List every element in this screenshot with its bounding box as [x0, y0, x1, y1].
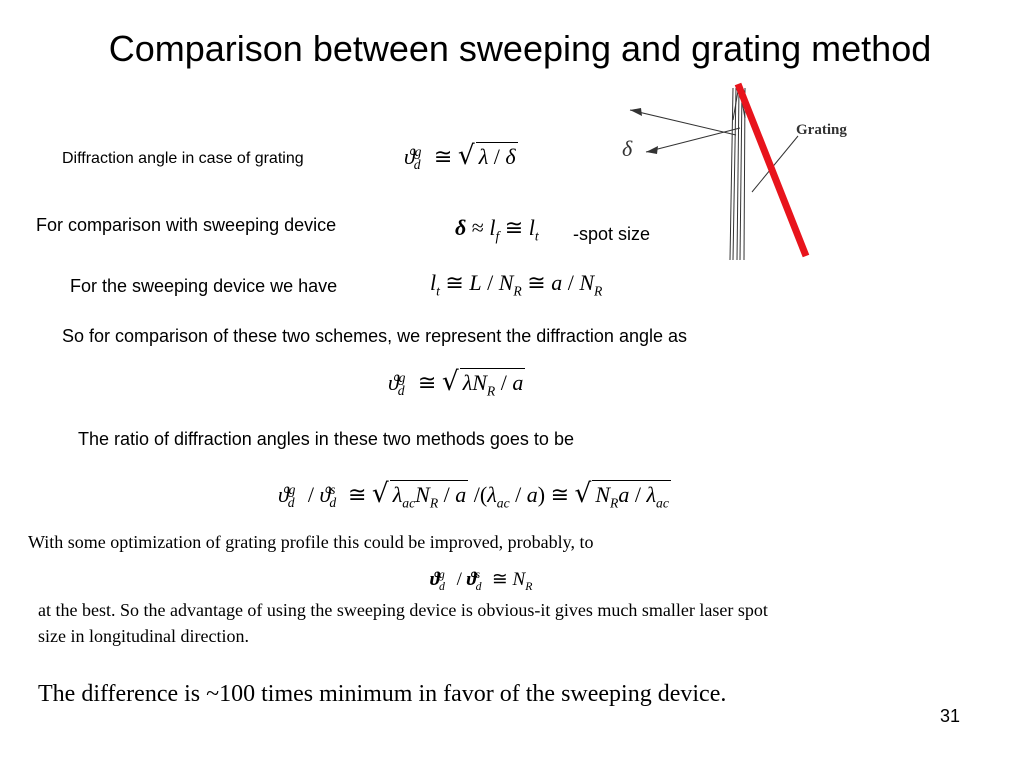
represented-angle-formula: $ϑ_d^g$ ≅ √ $\lambda N_R$ / a — [388, 366, 524, 399]
slide-title: Comparison between sweeping and grating method — [108, 28, 932, 69]
represent-text: So for comparison of these two schemes, we represent the diffraction angle as — [62, 326, 687, 346]
conclusion-text: The difference is ~100 times minimum in favor of the sweeping device. — [38, 681, 727, 707]
spot-size-label: -spot size — [573, 224, 651, 244]
diffraction-label: Diffraction angle in case of grating — [62, 150, 304, 167]
grating-angle-formula: $ϑ_d^g$ ≅ √ λ / δ — [404, 140, 516, 173]
ratio-formula: $ϑ_d^g / ϑ_d^s$ ≅ √ $\lambda_{ac}N_R$ / a $/(\lambda_{ac} / a)$ ≅ √ $N_Ra / \lambda_{ac}$ — [278, 478, 669, 511]
arrow-up-icon — [630, 108, 642, 116]
grating-label: Grating — [796, 122, 847, 138]
optimized-ratio-formula: $ϑ_d^g / ϑ_d^s$ ≅ $N_R$ — [430, 567, 533, 593]
optimization-text: With some optimization of grating profile this could be improved, probably, to — [28, 532, 594, 552]
spot-length-formula: $l_t$ ≅ L / $N_R$ ≅ a / $N_R$ — [430, 270, 603, 299]
best-text-line-2: size in longitudinal direction. — [38, 626, 249, 646]
sweeping-label: For the sweeping device we have — [70, 276, 338, 296]
comparison-label: For comparison with sweeping device — [36, 215, 337, 235]
delta-formula: $\delta \approx l_f$ ≅ $l_t$ — [455, 215, 539, 244]
page-number: 31 — [940, 706, 961, 726]
arrow-down-icon — [646, 146, 658, 154]
grating-red-line — [738, 84, 806, 256]
best-text-line-1: at the best. So the advantage of using the sweeping device is obvious-it gives much smaller laser spot — [38, 600, 768, 620]
delta-label: δ — [622, 136, 633, 161]
ratio-text: The ratio of diffraction angles in these two methods goes to be — [78, 429, 574, 449]
